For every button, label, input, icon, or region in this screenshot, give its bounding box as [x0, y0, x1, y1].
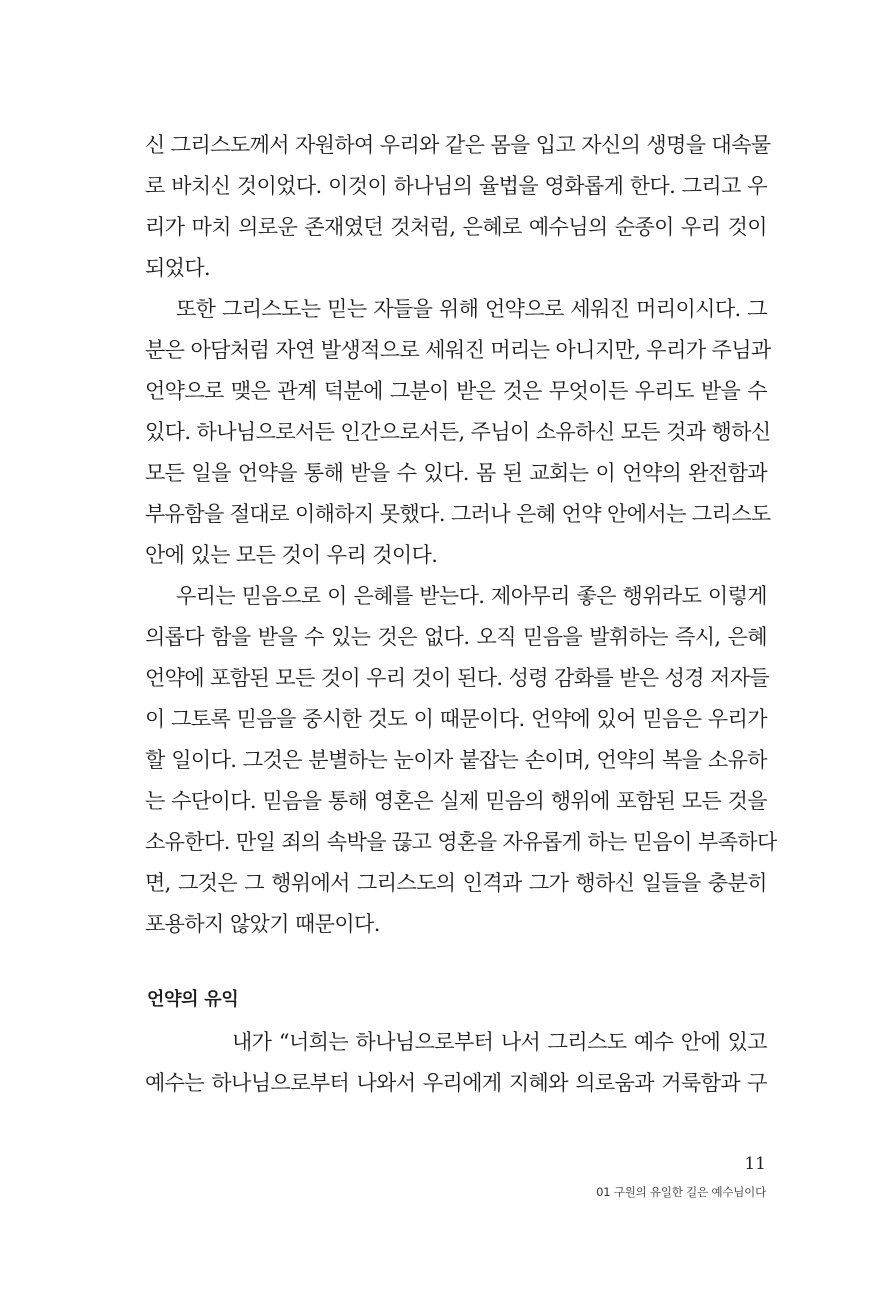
text-line: 또한 그리스도는 믿는 자들을 위해 언약으로 세워진 머리이시다. 그 — [176, 297, 767, 321]
text-line: 면, 그것은 그 행위에서 그리스도의 인격과 그가 행하신 일들을 충분히 — [145, 871, 767, 895]
text-line: 할 일이다. 그것은 분별하는 눈이자 붙잡는 손이며, 언약의 복을 소유하 — [145, 748, 767, 772]
section-heading: 언약의 유익 — [147, 989, 239, 1010]
text-line: 예수는 하나님으로부터 나와서 우리에게 지혜와 의로움과 거룩함과 구 — [145, 1071, 767, 1095]
text-line: 부유함을 절대로 이해하지 못했다. 그러나 은혜 언약 안에서는 그리스도 — [145, 502, 771, 526]
text-line: 언약으로 맺은 관계 덕분에 그분이 받은 것은 무엇이든 우리도 받을 수 — [145, 379, 767, 403]
text-line: 의롭다 함을 받을 수 있는 것은 없다. 오직 믿음을 발휘하는 즉시, 은혜 — [145, 625, 767, 649]
text-line: 리가 마치 의로운 존재였던 것처럼, 은혜로 예수님의 순종이 우리 것이 — [145, 215, 767, 239]
text-line: 로 바치신 것이었다. 이것이 하나님의 율법을 영화롭게 한다. 그리고 우 — [145, 174, 767, 198]
text-line: 는 수단이다. 믿음을 통해 영혼은 실제 믿음의 행위에 포함된 모든 것을 — [145, 789, 767, 813]
text-line: 포용하지 않았기 때문이다. — [145, 912, 380, 936]
text-line: 언약에 포함된 모든 것이 우리 것이 된다. 성령 감화를 받은 성경 저자들 — [145, 666, 770, 690]
text-line: 안에 있는 모든 것이 우리 것이다. — [145, 543, 438, 567]
page-number: 11 — [744, 1154, 766, 1174]
text-line: 내가 “너희는 하나님으로부터 나서 그리스도 예수 안에 있고 — [232, 1030, 767, 1054]
text-line: 신 그리스도께서 자원하여 우리와 같은 몸을 입고 자신의 생명을 대속물 — [145, 133, 771, 157]
running-footer-title: 01 구원의 유일한 길은 예수님이다 — [596, 1185, 766, 1199]
text-line: 분은 아담처럼 자연 발생적으로 세워진 머리는 아니지만, 우리가 주님과 — [145, 338, 771, 362]
text-line: 우리는 믿음으로 이 은혜를 받는다. 제아무리 좋은 행위라도 이렇게 — [176, 584, 767, 608]
text-line: 있다. 하나님으로서든 인간으로서든, 주님이 소유하신 모든 것과 행하신 — [145, 420, 771, 444]
text-line: 소유한다. 만일 죄의 속박을 끊고 영혼을 자유롭게 하는 믿음이 부족하다 — [145, 830, 777, 854]
text-line: 모든 일을 언약을 통해 받을 수 있다. 몸 된 교회는 이 언약의 완전함과 — [145, 461, 767, 485]
text-line: 이 그토록 믿음을 중시한 것도 이 때문이다. 언약에 있어 믿음은 우리가 — [145, 707, 767, 731]
text-line: 되었다. — [145, 256, 211, 280]
